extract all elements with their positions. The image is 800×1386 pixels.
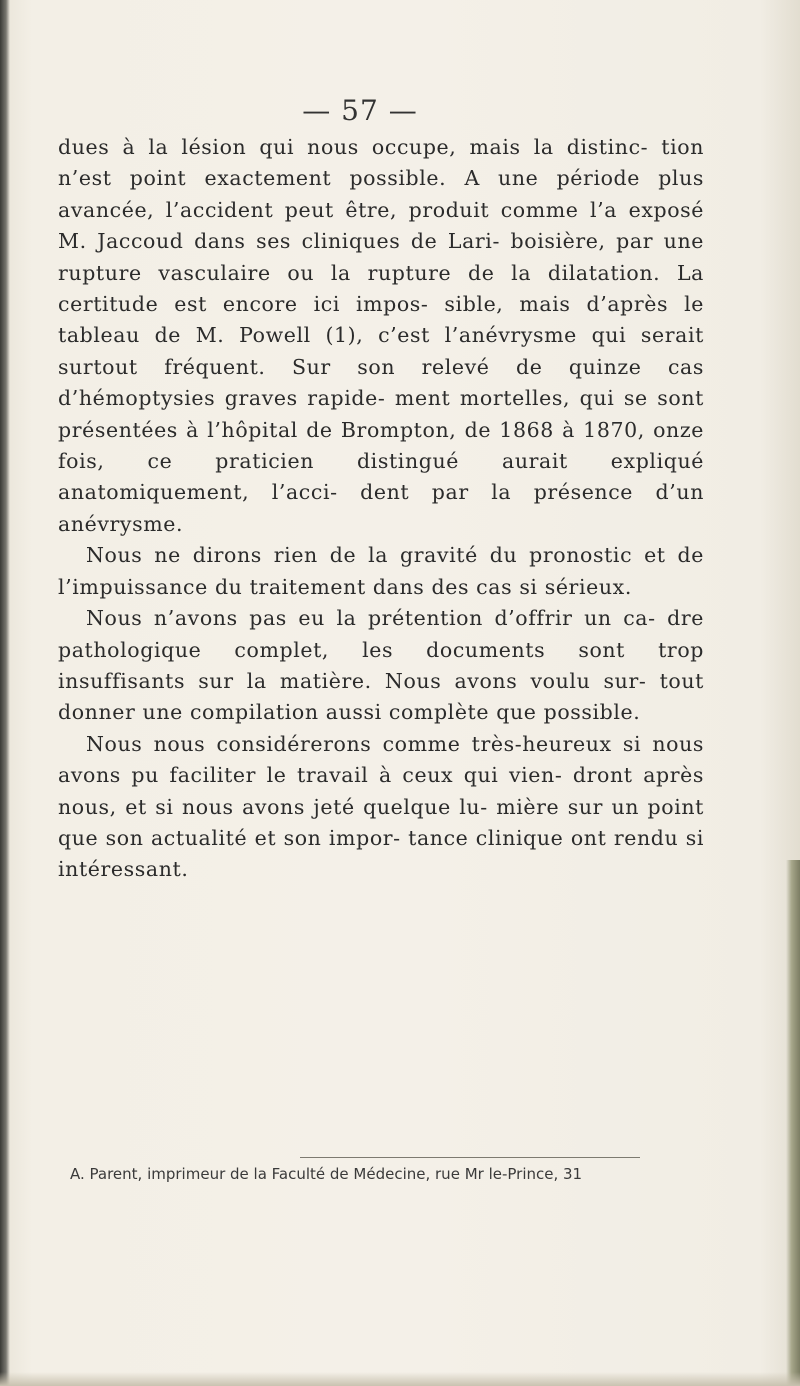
paragraph-pronostic: Nous ne dirons rien de la gravité du pronostic et de l’impuissance du traitement dans des cas si sérieux. xyxy=(58,543,704,599)
imprint-divider xyxy=(300,1157,640,1158)
page-bottom-shadow xyxy=(0,1372,800,1386)
page-left-edge-shadow xyxy=(0,0,10,1386)
paragraph-cadre-pathologique: Nous n’avons pas eu la prétention d’offrir un ca- dre pathologique complet, les documents sont trop insuffisants sur la matière. Nous avons voulu sur- tout donner une compilation aussi complète que possible. xyxy=(58,606,704,725)
body-text xyxy=(58,132,704,886)
paragraph-conclusion: Nous nous considérerons comme très-heureux si nous avons pu faciliter le travail à ceux qui vien- dront après nous, et si nous avons jeté quelque lu- mière sur un point que son actualité et son impor- tance clinique ont rendu si intéressant. xyxy=(58,731,704,882)
paragraph-continuation: dues à la lésion qui nous occupe, mais la distinc- tion n’est point exactement possible. A une période plus avancée, l’accident peut être, produit comme l’a exposé M. Jaccoud dans ses cliniques de Lari- boisière, par une rupture vasculaire ou la rupture de la dilatation. La certitude est encore ici impos- sible, mais d’après le tableau de M. Powell (1), c’est l’anévrysme qui serait surtout fréquent. Sur son relevé de quinze cas d’hémoptysies graves rapide- ment mortelles, qui se sont présentées à l’hôpital de Brompton, de 1868 à 1870, onze fois, ce praticien distingué aurait expliqué anatomiquement, l’acci- dent par la présence d’un anévrysme. xyxy=(58,135,704,536)
page-number: — 57 — xyxy=(302,94,418,127)
page-right-edge-stain xyxy=(786,860,800,1386)
printer-imprint: A. Parent, imprimeur de la Faculté de Médecine, rue Mr le-Prince, 31 xyxy=(70,1165,583,1183)
